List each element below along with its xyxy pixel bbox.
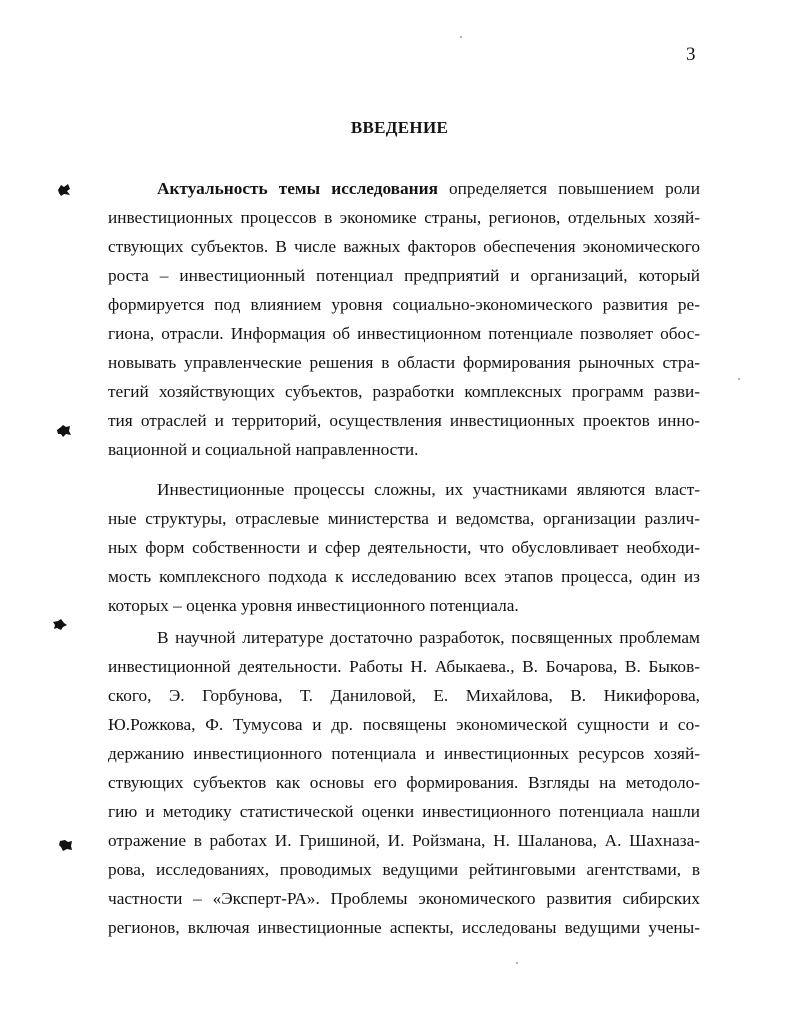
text-line: Ю.Рожкова, Ф. Тумусова и др. посвящены экономической сущности и со-	[108, 715, 700, 734]
text-line: регионов, включая инвестиционные аспекты, исследованы ведущими учены-	[108, 918, 700, 937]
scan-speck	[516, 962, 518, 964]
page-heading: ВВЕДЕНИЕ	[350, 118, 449, 137]
text-line: инвестиционных процессов в экономике страны, регионов, отдельных хозяй-	[108, 208, 700, 227]
text-line: рова, исследованиях, проводимых ведущими рейтинговыми агентствами, в	[108, 860, 700, 879]
binding-hole-mark	[56, 424, 72, 438]
text-line: Актуальность темы исследования определяется повышением роли	[157, 179, 700, 198]
text-line: ского, Э. Горбунова, Т. Даниловой, Е. Михайлова, В. Никифорова,	[108, 686, 700, 705]
text-line: держанию инвестиционного потенциала и инвестиционных ресурсов хозяй-	[108, 744, 700, 763]
text-line: частности – «Эксперт-РА». Проблемы экономического развития сибирских	[108, 889, 700, 908]
text-line: тегий хозяйствующих субъектов, разработки комплексных программ разви-	[108, 382, 700, 401]
text-line: ствующих субъектов как основы его формирования. Взгляды на методоло-	[108, 773, 700, 792]
text-line: формируется под влиянием уровня социально-экономического развития ре-	[108, 295, 700, 314]
text-line: отражение в работах И. Гришиной, И. Ройзмана, Н. Шаланова, А. Шахназа-	[108, 831, 700, 850]
text-line: инвестиционной деятельности. Работы Н. Абыкаева., В. Бочарова, В. Быков-	[108, 657, 700, 676]
scan-speck	[738, 378, 740, 380]
text-line: Инвестиционные процессы сложны, их участниками являются власт-	[157, 480, 700, 499]
text-line: новывать управленческие решения в области формирования рыночных стра-	[108, 353, 700, 372]
text-line: вационной и социальной направленности.	[108, 440, 419, 459]
text-line: роста – инвестиционный потенциал предприятий и организаций, который	[108, 266, 700, 285]
text-line: тия отраслей и территорий, осуществления инвестиционных проектов инно-	[108, 411, 700, 430]
text-line: гию и методику статистической оценки инвестиционного потенциала нашли	[108, 802, 700, 821]
binding-hole-mark	[52, 618, 68, 632]
text-line: мость комплексного подхода к исследованию всех этапов процесса, один из	[108, 567, 700, 586]
text-line: гиона, отрасли. Информация об инвестиционном потенциале позволяет обос-	[108, 324, 700, 343]
binding-hole-mark	[56, 183, 72, 197]
scan-speck	[460, 36, 462, 38]
text-line: ных форм собственности и сфер деятельности, что обусловливает необходи-	[108, 538, 700, 557]
text-line: ные структуры, отраслевые министерства и ведомства, организации различ-	[108, 509, 700, 528]
text-line: В научной литературе достаточно разработок, посвященных проблемам	[157, 628, 700, 647]
text-line: которых – оценка уровня инвестиционного потенциала.	[108, 596, 519, 615]
text-line: ствующих субъектов. В числе важных факторов обеспечения экономического	[108, 237, 700, 256]
binding-hole-mark	[58, 838, 74, 852]
bold-lead: Актуальность темы исследования	[157, 179, 438, 198]
page-number: 3	[686, 44, 696, 65]
